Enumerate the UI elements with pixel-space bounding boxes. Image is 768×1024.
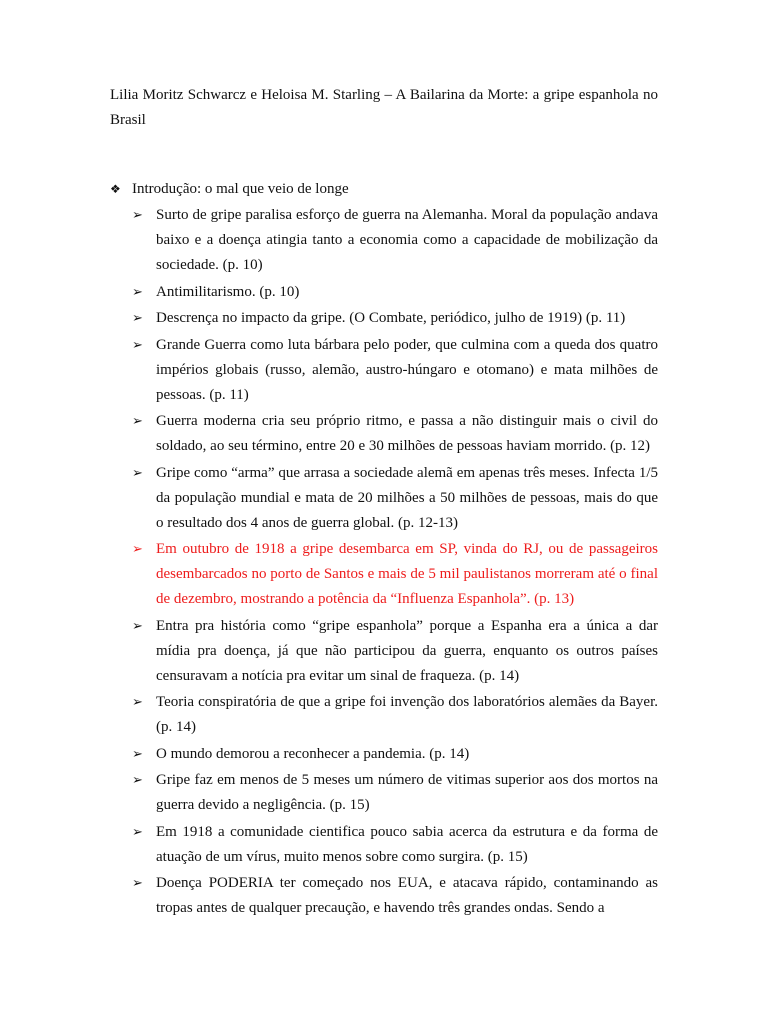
list-item-text: Entra pra história como “gripe espanhola” porque a Espanha era a única a dar mídia pra doença, já que não participou da guerra, enquanto os outros países censuravam a notícia pra evitar um sinal de fraqueza. (p. 14) [156, 617, 658, 684]
arrow-bullet-icon: ➢ [132, 311, 143, 326]
arrow-bullet-icon: ➢ [132, 618, 143, 634]
document-title: Lilia Moritz Schwarcz e Heloisa M. Starling – A Bailarina da Morte: a gripe espanhola no Brasil [110, 87, 658, 128]
list-item-text: Em outubro de 1918 a gripe desembarca em SP, vinda do RJ, ou de passageiros desembarcados no porto de Santos e mais de 5 mil paulistanos morreram até o final de dezembro, mostrando a potência da “Influenza Espanhola”. (p. 13) [156, 541, 658, 607]
list-item-text: Doença PODERIA ter começado nos EUA, e atacava rápido, contaminando as tropas antes de qualquer precaução, e havendo três grandes ondas. Sendo a [156, 875, 658, 916]
arrow-bullet-icon: ➢ [132, 208, 143, 223]
arrow-bullet-icon: ➢ [132, 773, 143, 788]
list-item-text: Gripe como “arma” que arrasa a sociedade alemã em apenas três meses. Infecta 1/5 da população mundial e mata de 20 milhões a 50 milhões de pessoas, mais do que o resultado dos 4 anos de guerra global. (p. 12-13) [156, 464, 658, 531]
list-item [132, 690, 658, 740]
list-item-text: Descrença no impacto da gripe. (O Combate, periódico, julho de 1919) (p. 11) [156, 310, 626, 326]
list-item [132, 409, 658, 459]
list-item-text: Gripe faz em menos de 5 meses um número de vitimas superior aos dos mortos na guerra devido a negligência. (p. 15) [156, 772, 658, 813]
arrow-bullet-icon: ➢ [132, 542, 143, 557]
list-item [132, 768, 658, 818]
arrow-bullet-icon: ➢ [132, 414, 143, 429]
list-item [132, 333, 658, 408]
list-item [132, 871, 658, 921]
list-item-highlighted [132, 537, 658, 612]
list-item [132, 461, 658, 536]
arrow-bullet-icon: ➢ [132, 337, 143, 353]
list-item-text: O mundo demorou a reconhecer a pandemia. (p. 14) [156, 745, 470, 762]
arrow-bullet-icon: ➢ [132, 695, 143, 710]
list-item-text: Grande Guerra como luta bárbara pelo poder, que culmina com a queda dos quatro impérios globais (russo, alemão, austro-húngaro e otomano) e mata milhões de pessoas. (p. 11) [156, 336, 658, 403]
arrow-bullet-icon: ➢ [132, 824, 143, 840]
list-item-text: Teoria conspiratória de que a gripe foi invenção dos laboratórios alemães da Bayer. (p. 14) [156, 694, 658, 735]
list-item [132, 306, 658, 331]
list-item [132, 614, 658, 689]
arrow-bullet-icon: ➢ [132, 465, 143, 481]
section-heading [110, 177, 658, 202]
list-item [132, 203, 658, 278]
list-item [132, 742, 658, 767]
list-item-text: Antimilitarismo. (p. 10) [156, 283, 300, 300]
list-item [132, 820, 658, 870]
list-item-text: Guerra moderna cria seu próprio ritmo, e passa a não distinguir mais o civil do soldado, ao seu término, entre 20 e 30 milhões de pessoas haviam morrido. (p. 12) [156, 413, 658, 454]
bullet-list [132, 203, 658, 923]
arrow-bullet-icon: ➢ [132, 284, 143, 300]
list-item-text: Em 1918 a comunidade cientifica pouco sabia acerca da estrutura e da forma de atuação de um vírus, muito menos sobre como surgira. (p. 15) [156, 823, 658, 865]
list-item [132, 280, 658, 305]
arrow-bullet-icon: ➢ [132, 746, 143, 762]
diamond-bullet-icon: ❖ [110, 182, 121, 196]
list-item-text: Surto de gripe paralisa esforço de guerra na Alemanha. Moral da população andava baixo e a doença atingia tanto a economia como a capacidade de mobilização da sociedade. (p. 10) [156, 207, 658, 273]
section-heading-text: Introdução: o mal que veio de longe [132, 181, 349, 197]
arrow-bullet-icon: ➢ [132, 876, 143, 891]
